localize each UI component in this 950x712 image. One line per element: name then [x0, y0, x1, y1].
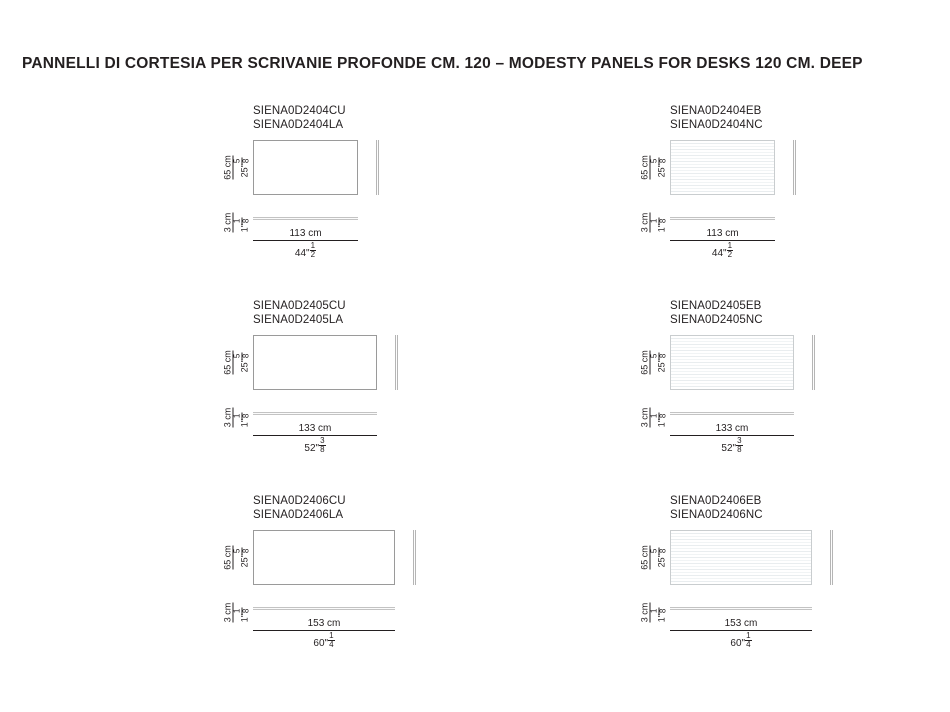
- height-in-label: 25": [655, 554, 666, 568]
- width-dimension: 133 cm 52" $\frac{3}{8}$: [670, 423, 794, 455]
- thickness-dimension: 3 cm 1" 1 8: [222, 212, 250, 233]
- panel-thickness-strip: [253, 412, 377, 415]
- height-cm-label: 65 cm: [639, 545, 649, 570]
- product-code-line: SIENA0D2404NC: [670, 119, 763, 131]
- panel-thickness-strip: [670, 217, 775, 220]
- product-item: [205, 295, 625, 485]
- product-grid: [0, 100, 950, 685]
- height-cm-label: 65 cm: [222, 545, 232, 570]
- panel-thickness-strip: [253, 217, 358, 220]
- width-cm-label: 113 cm: [706, 228, 739, 239]
- product-code-line: SIENA0D2406LA: [253, 509, 344, 521]
- thickness-cm-label: 3 cm: [222, 212, 232, 233]
- height-cm-label: 65 cm: [222, 155, 232, 180]
- panel-side-edge: [413, 530, 416, 585]
- thickness-cm-label: 3 cm: [639, 212, 649, 233]
- product-item: [622, 100, 950, 290]
- product-codes: [253, 299, 346, 327]
- product-codes: [253, 494, 346, 522]
- height-in-label: 25": [238, 359, 249, 373]
- thickness-cm-label: 3 cm: [639, 602, 649, 623]
- height-in-label: 25": [655, 359, 666, 373]
- thickness-dimension: 3 cm 1" 1 8: [639, 602, 667, 623]
- product-row: [0, 100, 950, 295]
- product-codes: [670, 299, 763, 327]
- thickness-in-label: 1": [655, 419, 666, 428]
- thickness-dimension: 3 cm 1" 1 8: [222, 602, 250, 623]
- thickness-cm-label: 3 cm: [222, 602, 232, 623]
- product-code-line: SIENA0D2406CU: [253, 495, 346, 507]
- width-dimension: 133 cm 52" $\frac{3}{8}$: [253, 423, 377, 455]
- panel-side-edge: [376, 140, 379, 195]
- thickness-in-label: 1": [655, 614, 666, 623]
- product-code-line: SIENA0D2405LA: [253, 314, 344, 326]
- thickness-dimension: 3 cm 1" 1 8: [222, 407, 250, 428]
- width-cm-label: 153 cm: [724, 618, 758, 629]
- width-in-label: 44": [711, 247, 727, 259]
- width-dimension: 113 cm 44" $\frac{1}{2}$: [253, 228, 358, 260]
- height-cm-label: 65 cm: [639, 350, 649, 375]
- height-dimension: 65 cm 25" 5 8: [222, 350, 250, 375]
- panel-thickness-strip: [670, 412, 794, 415]
- width-cm-label: 133 cm: [298, 423, 332, 434]
- product-code-line: SIENA0D2405EB: [670, 300, 762, 312]
- height-dimension: 65 cm 25" 5 8: [639, 545, 667, 570]
- height-dimension: 65 cm 25" 5 8: [639, 350, 667, 375]
- thickness-in-label: 1": [655, 224, 666, 233]
- panel-thickness-strip: [253, 607, 395, 610]
- width-dimension: 153 cm 60" $\frac{1}{4}$: [253, 618, 395, 650]
- modesty-panel-drawing: [253, 335, 377, 390]
- product-item: [622, 295, 950, 485]
- panel-thickness-strip: [670, 607, 812, 610]
- panel-side-edge: [793, 140, 796, 195]
- width-in-label: 52": [304, 442, 320, 454]
- height-in-label: 25": [238, 164, 249, 178]
- height-dimension: 65 cm 25" 5 8: [639, 155, 667, 180]
- product-codes: [253, 104, 346, 132]
- thickness-in-label: 1": [238, 614, 249, 623]
- height-cm-label: 65 cm: [639, 155, 649, 180]
- product-code-line: SIENA0D2404EB: [670, 105, 762, 117]
- width-dimension: 113 cm 44" $\frac{1}{2}$: [670, 228, 775, 260]
- width-cm-label: 133 cm: [715, 423, 749, 434]
- thickness-in-label: 1": [238, 419, 249, 428]
- product-codes: [670, 104, 763, 132]
- product-code-line: SIENA0D2405CU: [253, 300, 346, 312]
- modesty-panel-drawing: [253, 530, 395, 585]
- width-in-label: 60": [313, 637, 329, 649]
- product-item: [622, 490, 950, 680]
- modesty-panel-drawing: [253, 140, 358, 195]
- width-cm-label: 113 cm: [289, 228, 322, 239]
- width-in-label: 60": [730, 637, 746, 649]
- height-cm-label: 65 cm: [222, 350, 232, 375]
- product-row: [0, 490, 950, 685]
- modesty-panel-drawing: [670, 140, 775, 195]
- product-row: [0, 295, 950, 490]
- thickness-dimension: 3 cm 1" 1 8: [639, 407, 667, 428]
- thickness-in-label: 1": [238, 224, 249, 233]
- product-item: [205, 100, 625, 290]
- panel-side-edge: [830, 530, 833, 585]
- height-in-label: 25": [655, 164, 666, 178]
- product-code-line: SIENA0D2404CU: [253, 105, 346, 117]
- thickness-cm-label: 3 cm: [639, 407, 649, 428]
- product-code-line: SIENA0D2406NC: [670, 509, 763, 521]
- product-item: [205, 490, 625, 680]
- thickness-dimension: 3 cm 1" 1 8: [639, 212, 667, 233]
- width-in-label: 44": [294, 247, 310, 259]
- panel-side-edge: [395, 335, 398, 390]
- modesty-panel-drawing: [670, 335, 794, 390]
- modesty-panel-drawing: [670, 530, 812, 585]
- page-title: PANNELLI DI CORTESIA PER SCRIVANIE PROFONDE CM. 120 – MODESTY PANELS FOR DESKS 120 CM. DEEP: [22, 55, 863, 72]
- width-dimension: 153 cm 60" $\frac{1}{4}$: [670, 618, 812, 650]
- width-in-label: 52": [721, 442, 737, 454]
- product-code-line: SIENA0D2404LA: [253, 119, 344, 131]
- product-code-line: SIENA0D2406EB: [670, 495, 762, 507]
- product-codes: [670, 494, 763, 522]
- product-code-line: SIENA0D2405NC: [670, 314, 763, 326]
- panel-side-edge: [812, 335, 815, 390]
- height-dimension: 65 cm 25" 5 8: [222, 545, 250, 570]
- width-cm-label: 153 cm: [307, 618, 341, 629]
- thickness-cm-label: 3 cm: [222, 407, 232, 428]
- height-dimension: 65 cm 25" 5 8: [222, 155, 250, 180]
- height-in-label: 25": [238, 554, 249, 568]
